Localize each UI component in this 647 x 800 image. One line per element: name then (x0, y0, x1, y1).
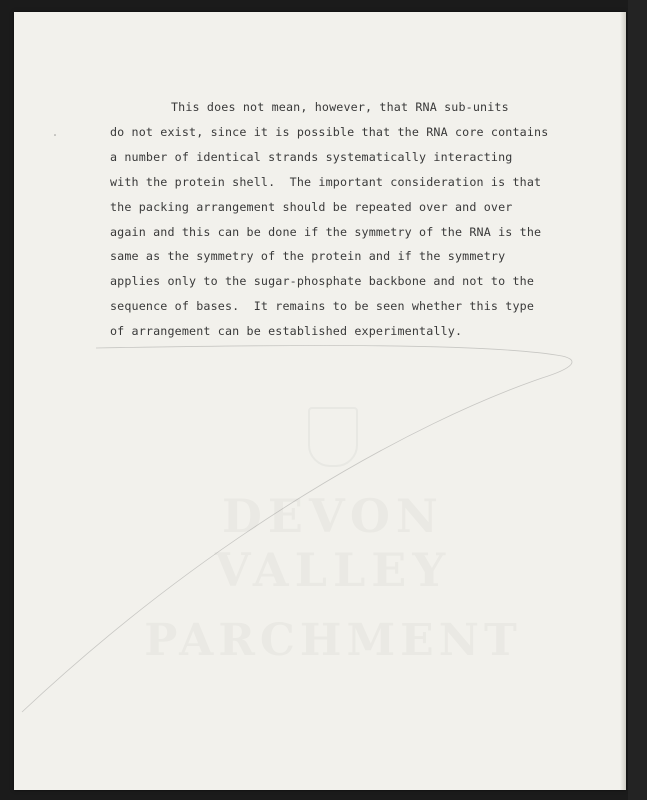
paragraph-line: This does not mean, however, that RNA sub-units (171, 100, 509, 114)
paragraph-line: again and this can be done if the symmetry of the RNA is the (110, 224, 542, 239)
paragraph-line: of arrangement can be established experimentally. (110, 324, 463, 339)
scanner-background-strip (628, 0, 647, 800)
paragraph-line: same as the symmetry of the protein and if the symmetry (110, 249, 506, 264)
paper-sheet (14, 12, 626, 790)
watermark-line-2: PARCHMENT (144, 615, 522, 666)
paragraph-line: do not exist, since it is possible that the RNA core contains (110, 124, 549, 139)
paragraph-line: with the protein shell. The important consideration is that (110, 174, 542, 189)
paragraph-line: the packing arrangement should be repeated over and over (110, 199, 513, 214)
paragraph-line: a number of identical strands systematically interacting (110, 149, 513, 164)
paragraph-line: sequence of bases. It remains to be seen whether this type (110, 299, 535, 314)
typed-paragraph (110, 95, 590, 344)
watermark-line-1: DEVON VALLEY (214, 489, 452, 597)
paragraph-line: applies only to the sugar-phosphate backbone and not to the (110, 274, 535, 289)
